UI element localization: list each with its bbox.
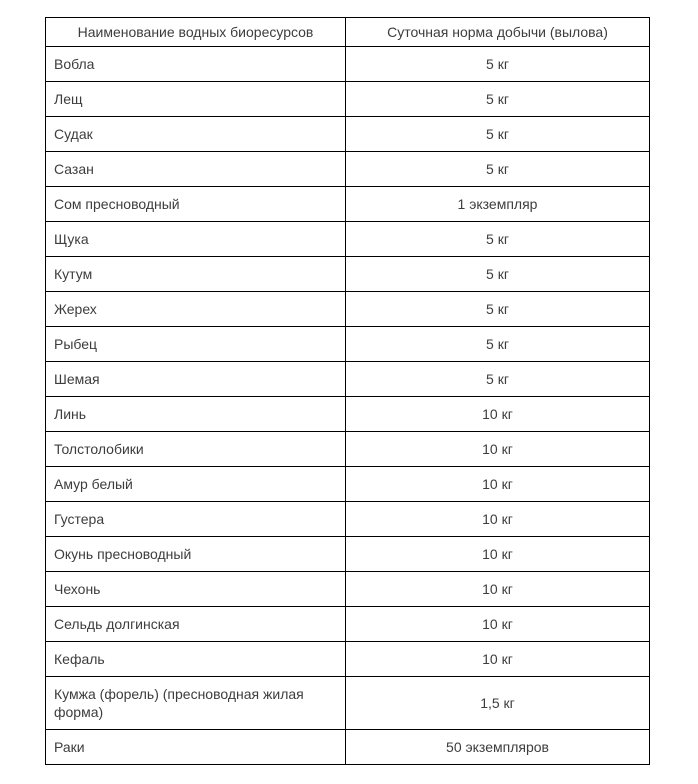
table-row	[46, 117, 650, 152]
norm-cell: 10 кг	[346, 432, 650, 467]
table-row	[46, 187, 650, 222]
norm-cell: 10 кг	[346, 397, 650, 432]
species-cell: Кумжа (форель) (пресноводная жилая форма)	[46, 677, 346, 730]
species-cell: Жерех	[46, 292, 346, 327]
species-cell: Сом пресноводный	[46, 187, 346, 222]
species-cell: Чехонь	[46, 572, 346, 607]
species-cell: Щука	[46, 222, 346, 257]
table-row	[46, 292, 650, 327]
species-cell: Окунь пресноводный	[46, 537, 346, 572]
daily-catch-norms-table	[45, 17, 650, 765]
norm-cell: 1 экземпляр	[346, 187, 650, 222]
norm-cell: 10 кг	[346, 502, 650, 537]
species-cell: Густера	[46, 502, 346, 537]
table-row	[46, 467, 650, 502]
species-cell: Вобла	[46, 47, 346, 82]
table-row	[46, 152, 650, 187]
species-cell: Амур белый	[46, 467, 346, 502]
table-row	[46, 730, 650, 765]
species-cell: Сельдь долгинская	[46, 607, 346, 642]
table-row	[46, 642, 650, 677]
norm-cell: 10 кг	[346, 642, 650, 677]
table-row	[46, 572, 650, 607]
table-row	[46, 432, 650, 467]
species-cell: Лещ	[46, 82, 346, 117]
table-row	[46, 607, 650, 642]
species-cell: Толстолобики	[46, 432, 346, 467]
norm-cell: 5 кг	[346, 362, 650, 397]
norm-cell: 5 кг	[346, 117, 650, 152]
species-cell: Раки	[46, 730, 346, 765]
species-cell: Линь	[46, 397, 346, 432]
species-cell: Сазан	[46, 152, 346, 187]
table-row	[46, 677, 650, 730]
norm-cell: 5 кг	[346, 152, 650, 187]
species-cell: Рыбец	[46, 327, 346, 362]
norm-cell: 5 кг	[346, 82, 650, 117]
species-cell: Кефаль	[46, 642, 346, 677]
norm-cell: 5 кг	[346, 47, 650, 82]
table-row	[46, 82, 650, 117]
table-row	[46, 257, 650, 292]
header-row	[46, 18, 650, 47]
table-row	[46, 362, 650, 397]
norm-cell: 50 экземпляров	[346, 730, 650, 765]
table-row	[46, 222, 650, 257]
norm-cell: 10 кг	[346, 467, 650, 502]
norm-cell: 5 кг	[346, 222, 650, 257]
norm-cell: 10 кг	[346, 572, 650, 607]
table-row	[46, 327, 650, 362]
table-row	[46, 502, 650, 537]
column-header-species: Наименование водных биоресурсов	[46, 18, 346, 47]
norm-cell: 10 кг	[346, 537, 650, 572]
norm-cell: 1,5 кг	[346, 677, 650, 730]
column-header-norm: Суточная норма добычи (вылова)	[346, 18, 650, 47]
table-row	[46, 537, 650, 572]
species-cell: Судак	[46, 117, 346, 152]
species-cell: Шемая	[46, 362, 346, 397]
norm-cell: 5 кг	[346, 327, 650, 362]
norm-cell: 10 кг	[346, 607, 650, 642]
norm-cell: 5 кг	[346, 292, 650, 327]
norm-cell: 5 кг	[346, 257, 650, 292]
table-row	[46, 397, 650, 432]
table-row	[46, 47, 650, 82]
species-cell: Кутум	[46, 257, 346, 292]
